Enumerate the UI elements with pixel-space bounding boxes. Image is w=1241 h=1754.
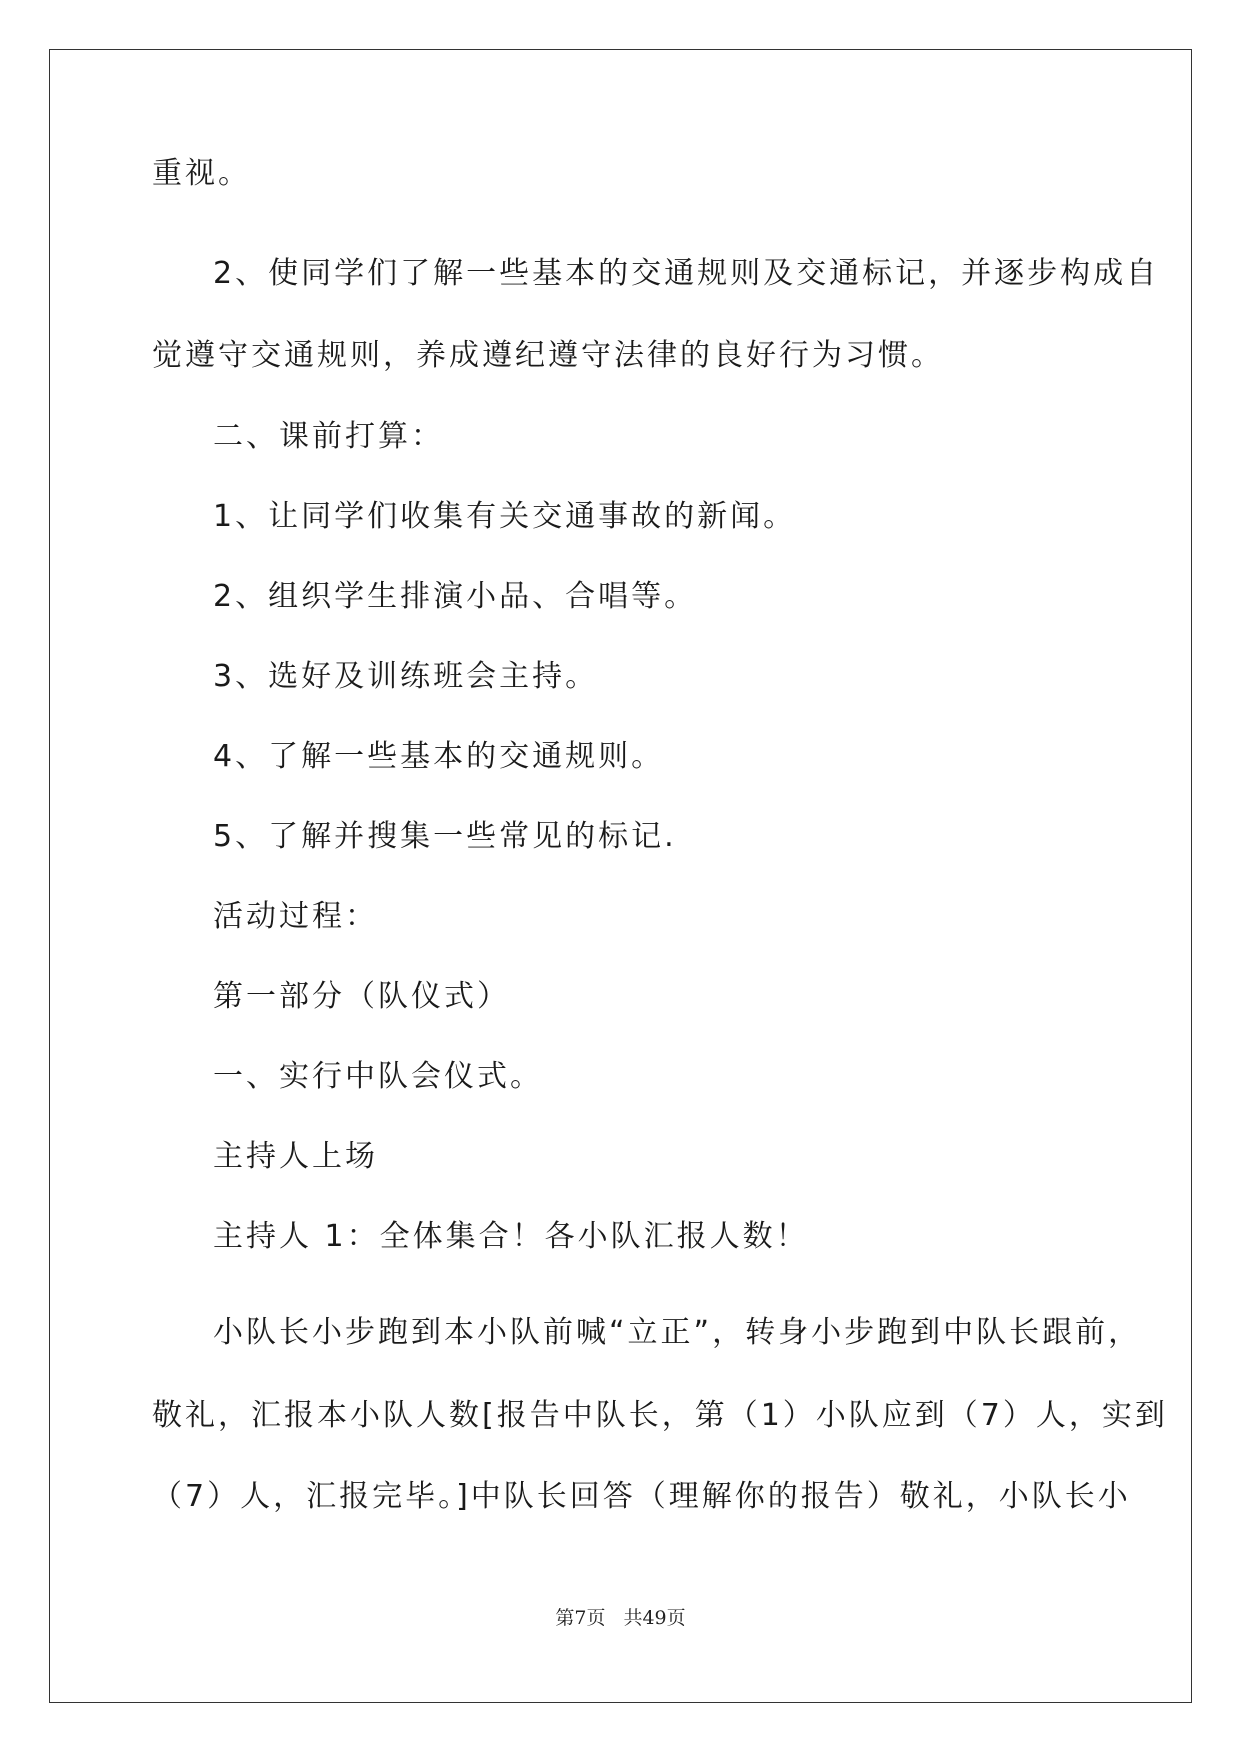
text-line: （7）人，汇报完毕。]中队长回答（理解你的报告）敬礼，小队长小 bbox=[152, 1479, 1131, 1514]
text-line: 主持人 1：全体集合！各小队汇报人数！ bbox=[213, 1219, 809, 1254]
page-total: 共49页 bbox=[623, 1607, 686, 1629]
section-heading: 第一部分（队仪式） bbox=[213, 979, 510, 1014]
text-line: 小队长小步跑到本小队前喊“立正”，转身小步跑到中队长跟前， bbox=[213, 1315, 1142, 1350]
list-item: 1、让同学们收集有关交通事故的新闻。 bbox=[213, 499, 797, 534]
page-number: 第7页 bbox=[555, 1607, 606, 1629]
page-border bbox=[49, 49, 1192, 1703]
text-line: 敬礼，汇报本小队人数[报告中队长，第（1）小队应到（7）人，实到 bbox=[152, 1398, 1168, 1433]
list-item: 4、了解一些基本的交通规则。 bbox=[213, 739, 665, 774]
text-line: 重视。 bbox=[152, 156, 251, 191]
section-heading: 二、课前打算： bbox=[213, 419, 444, 454]
text-line: 觉遵守交通规则，养成遵纪遵守法律的良好行为习惯。 bbox=[152, 338, 944, 373]
text-line: 2、使同学们了解一些基本的交通规则及交通标记，并逐步构成自 bbox=[213, 256, 1160, 291]
section-heading: 活动过程： bbox=[213, 899, 378, 934]
text-line: 主持人上场 bbox=[213, 1139, 378, 1174]
list-item: 5、了解并搜集一些常见的标记. bbox=[213, 819, 677, 854]
section-heading: 一、实行中队会仪式。 bbox=[213, 1059, 543, 1094]
page-footer bbox=[0, 1606, 1241, 1630]
list-item: 3、选好及训练班会主持。 bbox=[213, 659, 599, 694]
list-item: 2、组织学生排演小品、合唱等。 bbox=[213, 579, 698, 614]
